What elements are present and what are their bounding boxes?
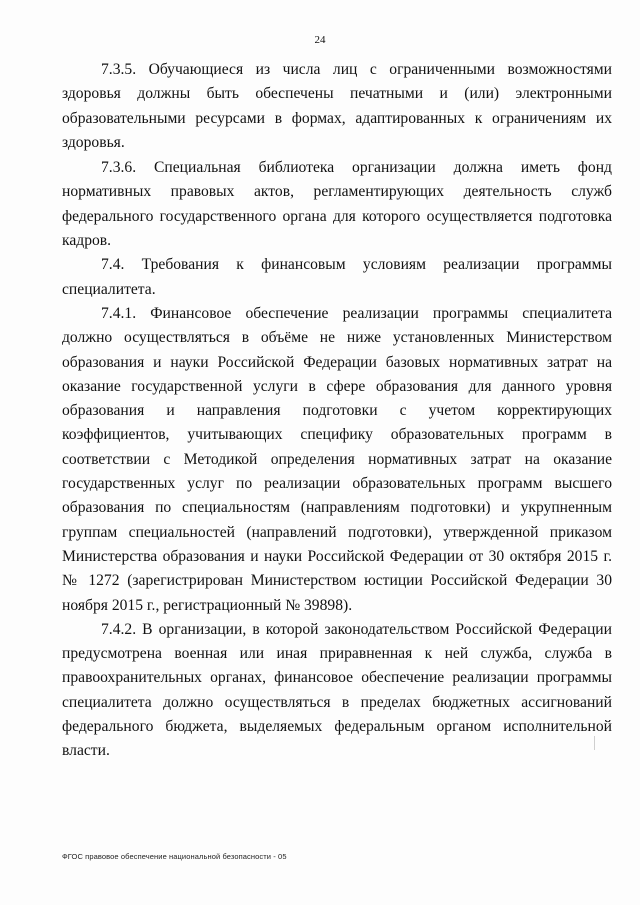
page-number: 24 — [314, 34, 326, 46]
paragraph-7-3-5: 7.3.5. Обучающиеся из числа лиц с ограниченными возможностями здоровья должны быть обеспечены печатными и (или) электронными образовательными ресурсами в формах, адаптированных к ограничениям их здоровья. — [62, 61, 612, 151]
document-body — [62, 58, 612, 764]
page-footer: ФГОС правовое обеспечение национальной безопасности - 05 — [62, 852, 287, 861]
paragraph-7-4: 7.4. Требования к финансовым условиям реализации программы специалитета. — [62, 256, 612, 298]
paragraph-7-4-2: 7.4.2. В организации, в которой законодательством Российской Федерации предусмотрена военная или иная приравненная к ней служба, служба в правоохранительных органах, финансовое обеспечение реализации программы специалитета должно осуществляться в пределах бюджетных ассигнований федерального бюджета, выделяемых федеральным органом исполнительной власти. — [62, 620, 612, 760]
scan-artifact — [594, 736, 595, 750]
paragraph-7-3-6: 7.3.6. Специальная библиотека организации должна иметь фонд нормативных правовых актов, регламентирующих деятельность служб федерального государственного органа для которого осуществляется подготовка кадров. — [62, 159, 612, 250]
paragraph-7-4-1: 7.4.1. Финансовое обеспечение реализации программы специалитета должно осуществляться в объёме не ниже установленных Министерством образования и науки Российской Федерации базовых нормативных затрат на оказание государственной услуги в сфере образования для данного уровня образования и направления подготовки с учетом корректирующих коэффициентов, учитывающих специфику образовательных программ в соответствии с Методикой определения нормативных затрат на оказание государственных услуг по реализации образовательных программ высшего образования по специальностям (направлениям подготовки) и укрупненным группам специальностей (направлений подготовки), утвержденной приказом Министерства образования и науки Российской Федерации от 30 октября 2015 г. № 1272 (зарегистрирован Министерством юстиции Российской Федерации 30 ноября 2015 г., регистрационный № 39898). — [62, 304, 612, 614]
